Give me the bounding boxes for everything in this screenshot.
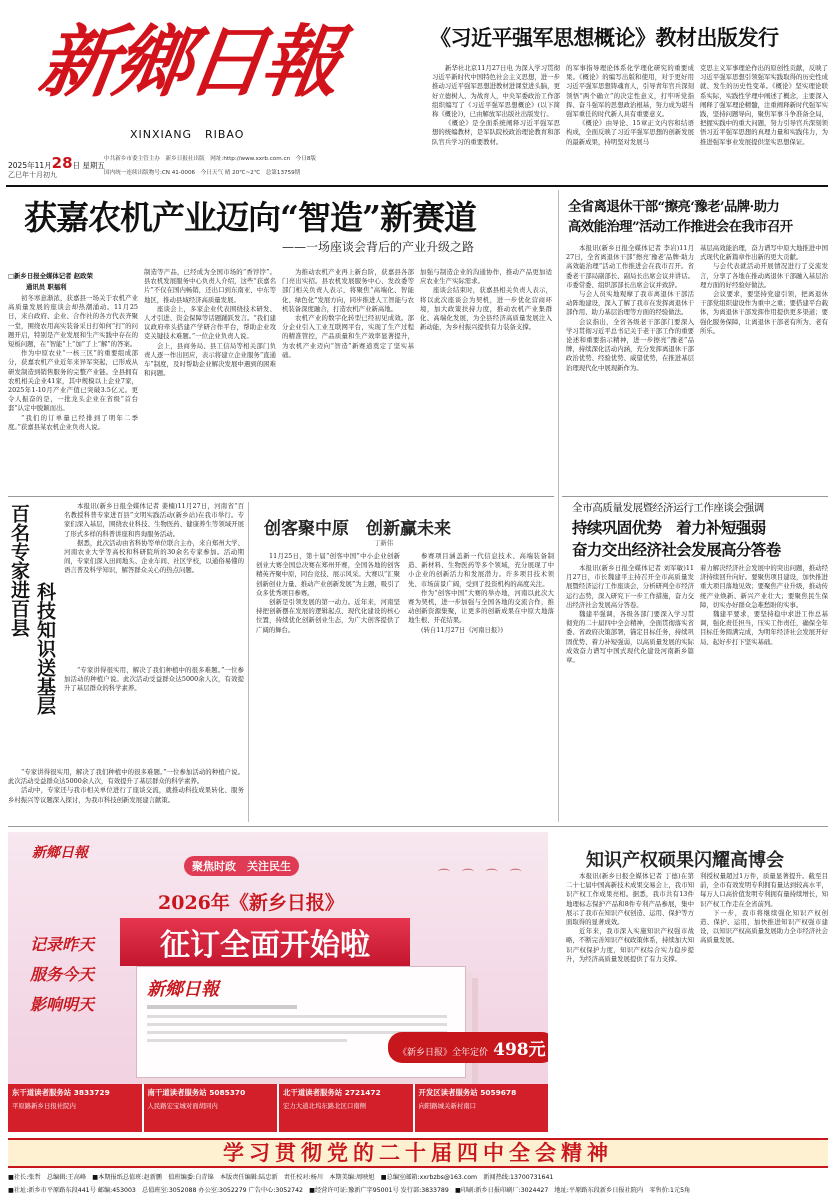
right-story-2-column-1	[566, 564, 694, 820]
lead-text: 座谈会上，多家企业代表围绕技术研发、人才引进、资金保障等话题踊跃发言。“我们建议政府牵头搭建产学研合作平台，帮助企业攻克关键技术难题。”一位企业负责人说。	[144, 304, 276, 341]
lead-text: 初冬寒意渐浓，获嘉县一场关于农机产业高质量发展的座谈会却热潮涌动。11月25日，来自政府、企业、合作社的各方代表齐聚一堂，围绕农用高实装备采日打如何“打”的问题开启，特别是产业发展和生产实践中存在的短板问题，在“智能”上“加”了上“解”的答案。	[8, 294, 138, 349]
top-story-column-3	[700, 64, 828, 182]
section-divider	[8, 826, 828, 827]
right-story-2-text: 魏建平要求，要坚持稳中求进工作总基调，强化责任担当，压实工作责任，确保全年目标任务圆满完成，为明年经济社会发展开好局、起好步打下坚实基础。	[700, 610, 828, 646]
ad-stations	[8, 1084, 548, 1132]
top-story-text: 《概论》是全面系统阐释习近平强军思想的统编教材，是军队院校政治理论教育和部队官兵学习的重要教材。	[432, 119, 560, 146]
subscription-ad[interactable]	[8, 832, 548, 1132]
station-address: 平原路新乡日报社院内	[12, 1102, 76, 1110]
right-story-1-text: 会议要求，要坚持党建引领，把离退休干部党组织建设作为重中之重；要搭建平台载体，为离退休干部发挥作用提供更多渠道；要强化服务保障，让离退休干部老有所为、老有所乐。	[700, 290, 828, 335]
ip-text: 近年来，我市深入实施知识产权强市战略，不断完善知识产权政策体系，持续加大知识产权保护力度，知识产权综合实力稳步提升，为经济高质量发展提供了有力支撑。	[566, 927, 694, 963]
lead-text: 作为中原农业“一核三区”的重要组成部分，获嘉农机产业近年来异军突起，已形成从研发制造到销售服务的完整产业链。全县拥有农机相关企业41家，其中规模以上企业7家，2025年1-10月产业产值已突破3.5亿元。更令人振奋的是，一批龙头企业在省级“首台套”认定中脱颖而出。	[8, 349, 138, 413]
date-suffix: 日 星期五	[72, 161, 105, 170]
column-divider	[558, 190, 559, 822]
right-story-2-headline-line-2: 奋力交出经济社会发展高分答卷	[572, 540, 781, 559]
right-story-2-text: 本报讯(新乡日报全媒体记者 刘军敏)11月27日，市长魏建平主持召开全市高质量发展暨经济运行工作座谈会，分析研判全市经济运行态势，深入研究下一步工作措施，奋力交出经济社会发展高分答卷。	[566, 564, 694, 609]
innovation-byline: 丁新伟	[374, 539, 394, 547]
right-story-1-headline-line-2: 高效能治理”活动工作推进会在我市召开	[568, 219, 793, 235]
ip-text: 利授权量超过1万件，质量显著提升。截至目前，全市有效发明专利拥有量达到较高水平，每万人口高价值发明专利拥有量持续增长，知识产权工作走在全省前列。	[700, 872, 828, 908]
column-divider	[248, 502, 249, 822]
lead-text: 为推动农机产业再上新台阶，获嘉县各部门亮出实招。县农机发展服务中心、发改委等部门相关负责人表示，将聚焦“高端化、智能化、绿色化”发展方向，同步推进人工智能与农机装备深度融合，打造农机产业新高地。	[282, 268, 414, 313]
right-story-2-column-2	[700, 564, 828, 820]
right-story-1-text: 与会代表就活动开展情况进行了交流发言，分享了各地在推动离退休干部融入基层治理方面的好经验好做法。	[700, 262, 828, 289]
innovation-text: 创新是引领发展的第一动力。近年来，河南坚持把创新摆在发展的逻辑起点、现代化建设的核心位置，持续优化创新创业生态，为广大创客提供了广阔的舞台。	[256, 598, 400, 634]
masthead-pinyin-left: XINXIANG	[130, 128, 193, 141]
ad-station[interactable]	[415, 1084, 549, 1132]
vertical-story-column-3	[64, 666, 244, 766]
slogan-banner-text: 学习贯彻党的二十届四中全会精神	[223, 1140, 613, 1165]
station-phone: 5059678	[480, 1088, 517, 1097]
top-story-text: 克思主义军事理论作出的原创性贡献，反映了习近平强军思想引领强军实践取得的历史性成就、发生的历史性变革。《概论》坚实理论联系实际，实践性学理中阐述了概念，主要深入阐释了强军理论精髓，注重阐释新时代强军实践，坚持问题导向，聚焦军事斗争准备全局，把握实践中的重大问题，努力引导官兵深刻领悟习近平强军思想的真理力量和实践伟力，为推进强军事业发展提供坚实思想保证。	[700, 64, 828, 146]
ip-text: 下一步，我市将继续强化知识产权创造、保护、运用，加快推进知识产权强市建设，以知识产权高质量发展助力全市经济社会高质量发展。	[700, 908, 828, 945]
vertical-story-text: 本报讯(新乡日报全媒体记者 姜楠)11月27日，河南省“百名教授科普专家进百县”文明实践活动(新乡站)在我市举行。专家们深入基层，围绕农业科技、生物医药、健康养生等领域开展了形式多样的科普讲座和咨询服务活动。	[64, 502, 244, 538]
ad-price-caption: 《新乡日报》全年定价	[398, 1048, 489, 1058]
slogan-banner	[8, 1138, 828, 1168]
publisher-info: 中共新乡市委主管主办 新乡日报社出版 网址:http://www.xxrb.com.cn 今日8版	[104, 156, 317, 162]
vertical-story-column-2	[8, 768, 244, 826]
lead-byline-1: □新乡日报全媒体记者 赵政荣	[8, 272, 93, 280]
ad-station[interactable]	[8, 1084, 142, 1132]
vertical-headline-2: 科技知识送基层	[34, 582, 56, 715]
right-story-1-column-2	[700, 244, 828, 494]
right-story-2-kicker: 全市高质量发展暨经济运行工作座谈会强调	[572, 502, 764, 514]
ip-headline: 知识产权硕果闪耀高博会	[586, 850, 784, 871]
right-story-1-headline-line-1: 全省离退休干部“擦亮‘豫老’品牌·助力	[568, 199, 780, 215]
masthead-pinyin-right: RIBAO	[205, 128, 245, 141]
lead-text: 座谈会结束时，获嘉县相关负责人表示，将以此次座谈会为契机，进一步优化营商环境，加大政策扶持力度，推动农机产业集群化、高端化发展，为全县经济高质量发展注入新动能，为乡村振兴提供有力装备支撑。	[420, 286, 552, 332]
ad-main-title: 征订全面开始啦	[120, 918, 410, 966]
right-story-1-text: 本报讯(新乡日报全媒体记者 李岩)11月27日，全省离退休干部“擦亮‘豫老’品牌·助力高效能治理”活动工作推进会在我市召开。省委老干部局副部长、副局长出席会议并讲话。市委常委、组织部部长出席会议并致辞。	[566, 244, 694, 289]
lead-text: 农机产业的数字化转型已经初见成效。部分企业引入工业互联网平台，实现了生产过程的精准管控，产品质量和生产效率显著提升，为农机产业迈向“智造”新赛道奠定了坚实基础。	[282, 314, 414, 359]
lead-column-3	[282, 268, 414, 494]
innovation-text: 11月25日，第十届“创客中国”中小企业创新创业大赛全国总决赛在郑州开赛，全国各地的创客精英齐聚中原，同台竞技、展示风采。大赛以“汇聚创新创业力量、推动产业创新发展”为主题，吸引了众多优秀项目参赛。	[256, 552, 400, 597]
innovation-column-1	[256, 552, 400, 822]
ad-price-label	[388, 1032, 548, 1063]
section-divider	[562, 496, 828, 497]
right-story-2-text: 着力解决经济社会发展中的突出问题，推动经济持续回升向好。要聚焦项目建设，加快推进重大项目落地见效；要聚焦产业升级，推动传统产业焕新、新兴产业壮大；要聚焦民生保障，切实办好群众急难愁盼的实事。	[700, 564, 828, 609]
vertical-story-text: “专家讲得很实用，解决了我们种植中的很多难题。”一位参加活动的种植户说。此次活动受益群众达5000余人次，有效提升了基层群众的科学素养。	[8, 768, 244, 786]
ip-text: 本报讯(新乡日报全媒体记者 丁德)在第二十七届中国高新技术成果交易会上，我市知识产权工作成果亮相。据悉，我市共有13件地理标志保护产品和8件专利产品参展，集中展示了我市在知识产权创造、运用、保护等方面取得的显著成效。	[566, 872, 694, 927]
lead-text: 加强与制造企业的沟通协作，推动产品更加适应农业生产实际需求。	[420, 268, 552, 286]
right-story-2-headline-line-1: 持续巩固优势 着力补短强弱	[572, 518, 766, 537]
right-story-1-text: 与会人员实地观摩了我市离退休干部活动阵地建设，深入了解了我市在发挥离退休干部作用、助力基层治理等方面的经验做法。	[566, 290, 694, 317]
ad-slogan-2: 服务今天	[30, 965, 95, 984]
station-phone: 5085370	[209, 1088, 246, 1097]
lead-byline-2: 通讯员 职福利	[26, 283, 67, 291]
innovation-column-2	[408, 552, 554, 822]
station-address: 向阳路城关新村南口	[418, 1102, 477, 1110]
right-story-1-text: 会议指出，全省各级老干部部门要深入学习贯彻习近平总书记关于老干部工作的重要论述和重要指示精神，进一步擦亮“豫老”品牌，持续深化活动内涵，充分发挥离退休干部政治优势、经验优势、威望优势，在推进基层治理现代化中展现新作为。	[566, 317, 694, 372]
station-address: 人民路宏宝城对面胡同内	[147, 1102, 218, 1110]
lunar-date: 乙巳年十月初九	[8, 171, 57, 179]
section-divider	[8, 496, 554, 497]
footer-line-1: ■社长:张哲 总编辑:王高峰 ■本期报纸总值班:赵新鹏 值班编委:白青锦 本版责任编辑:陆忠新 责任校对:杨川 本期美编:周映旭 ■总编室邮箱:xxrbzbs@163.com 新闻热线:13700731641	[8, 1174, 554, 1181]
right-story-2-text: 魏建平强调，各级各部门要深入学习贯彻党的二十届四中全会精神，全面贯彻落实省委、省政府决策部署，锚定目标任务，持续巩固优势、着力补短强弱，以高质量发展的实际成效奋力谱写中国式现代化建设河南新乡篇章。	[566, 610, 694, 665]
masthead-divider	[6, 185, 828, 187]
ad-paper-logo: 新鄉日報	[147, 979, 219, 1000]
top-story-headline: 《习近平强军思想概论》教材出版发行	[430, 25, 779, 50]
top-story-text: 新华社北京11月27日电 为深入学习贯彻习近平新时代中国特色社会主义思想，进一步推动习近平强军思想进教材进课堂进头脑，更好立德树人、为战育人，中央军委政治工作部组织编写了《习近平强军思想概论》(以下简称《概论》)，已由解放军出版社出版发行。	[432, 64, 560, 119]
right-story-1-text: 基层高效能治理，奋力谱写中原大地推进中国式现代化新篇章作出新的更大贡献。	[700, 244, 828, 262]
station-name: 南干道读者服务站	[147, 1088, 207, 1097]
station-name: 北干道读者服务站	[283, 1088, 343, 1097]
lead-text: “我们的订单量已经排到了明年二季度。”获嘉县某农机企业负责人说。	[8, 413, 138, 431]
station-name: 开发区读者服务站	[418, 1088, 478, 1097]
top-story-column-1	[432, 64, 560, 182]
vertical-story-text: “专家讲得很实用，解决了我们种植中的很多难题。”一位参加活动的种植户说。此次活动受益群众达5000余人次，有效提升了基层群众的科学素养。	[64, 666, 244, 693]
lead-column-2	[144, 268, 276, 494]
ad-slogan-3: 影响明天	[30, 995, 95, 1014]
ad-logo: 新鄉日報	[32, 845, 88, 861]
ad-birds-icon: ⌒ ⌒ ⌒ ⌒	[438, 868, 526, 882]
ad-station[interactable]	[279, 1084, 413, 1132]
footer-line-2: ■社址:新乡市平原路东段441号 邮编:453003 总值班室:3052088 办公室:3052279 广告中心:3052742 ■经营许可证:豫新广字95001号 发行部:3833789 ■印刷:新乡日报印刷厂:3024427 地址:平原路东段新乡日报社院内 零售价:1元5角	[8, 1187, 691, 1194]
ad-price-value: 498元	[493, 1040, 546, 1060]
ip-column-2	[700, 872, 828, 1130]
vertical-story-text: 活动中，专家还与我市相关单位进行了座谈交流，就推动科技成果转化、服务乡村振兴等议题深入探讨，为我市科技创新发展建言献策。	[8, 786, 244, 804]
lead-column-1	[8, 294, 138, 494]
lead-headline: 获嘉农机产业迈向“智造”新赛道	[24, 198, 476, 237]
masthead-title: 新鄉日報	[33, 17, 343, 108]
ad-slogan-1: 记录昨天	[30, 935, 95, 954]
date-day: 28	[51, 154, 73, 172]
lead-subheadline: ——一场座谈会背后的产业升级之路	[282, 240, 475, 254]
innovation-text: 参赛项目涵盖新一代信息技术、高端装备制造、新材料、生物医药等多个领域，充分展现了中小企业的创新活力和发展潜力。许多项目技术领先、市场前景广阔，受到了投资机构的高度关注。	[408, 552, 554, 588]
date-prefix: 2025年11月	[8, 161, 52, 170]
innovation-source: (转自11月27日《河南日报》)	[421, 625, 503, 634]
top-story-column-2	[566, 64, 694, 182]
vertical-story-column-1	[64, 502, 244, 662]
ad-station[interactable]	[144, 1084, 278, 1132]
lead-column-4	[420, 268, 552, 494]
vertical-story-text: 据悉，此次活动由省科协等单位联合主办，来自郑州大学、河南农业大学等高校和科研院所的30余名专家参加。活动期间，专家们深入田间地头、企业车间、社区学校，以通俗易懂的语言普及科学知识，解答群众关心的热点问题。	[64, 538, 244, 575]
innovation-headline: 创客聚中原 创新赢未来	[264, 519, 451, 539]
station-address: 宏力大道北坞东路北区口南侧	[283, 1102, 367, 1110]
station-phone: 3833729	[73, 1088, 110, 1097]
innovation-text: 作为“创客中国”大赛的举办地，河南以此次大赛为契机，进一步加强与全国各地的交流合作，推动创新资源集聚，让更多的创新成果在中原大地落地生根、开花结果。	[408, 588, 554, 625]
lead-text: 会上，县商务局、县工信局等相关部门负责人逐一作出回应，表示将建立企业服务“直通车”制度，及时帮助企业解决发展中遇到的困难和问题。	[144, 341, 276, 378]
lead-text: 制造等产品，已经成为全国市场的“香饽饽”。县农机发展服务中心负责人介绍，这些“获嘉名片”不仅在国内畅销，还出口到东南亚、中东等地区，推动县域经济高质量发展。	[144, 268, 276, 304]
right-story-1-column-1	[566, 244, 694, 494]
station-name: 东干道读者服务站	[12, 1088, 72, 1097]
top-story-text: 《概论》由导论、15章正文内容和结语构成，全面反映了习近平强军思想的创新发展的最新成果，持明坚对发展马	[566, 119, 694, 146]
vertical-headline-1: 百名专家进百县	[8, 504, 30, 637]
ad-badge: 聚焦时政 关注民生	[184, 856, 299, 876]
publication-info: 国内统一连续出版物号:CN 41-0006 今日天气 晴 20℃~2℃ 总第13759期	[104, 170, 301, 176]
ad-title-year: 2026年《新乡日报》	[158, 892, 344, 914]
ip-column-1	[566, 872, 694, 1130]
station-phone: 2721472	[344, 1088, 381, 1097]
top-story-text: 的军事指导理论体系化学理化研究的重要成果。《概论》的编写出版和使用，对于更好用习近平强军思想铸魂育人，引导青年官兵深刻领悟“两个确立”的决定性意义，打牢听党指挥、奋斗强军的思想政治根基，努力成为堪当强军重任的时代新人具有重要意义。	[566, 64, 694, 119]
